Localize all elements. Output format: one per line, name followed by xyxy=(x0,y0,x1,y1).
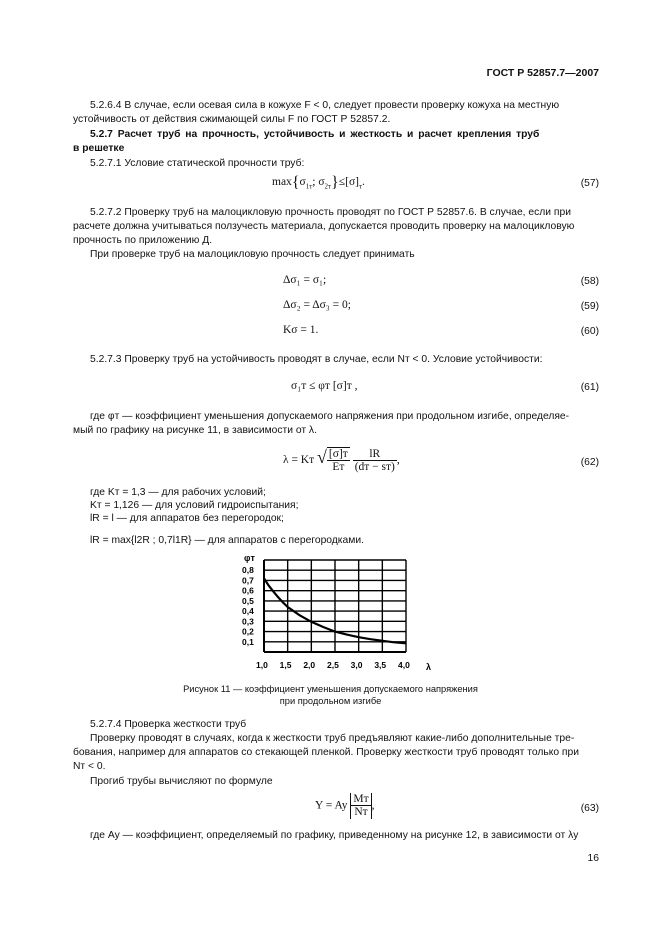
para-5274-line1: Проверку проводят в случаях, когда к жесткости труб предъявляют какие-либо дополнительные тре- xyxy=(90,733,575,744)
eq58-number: (58) xyxy=(580,276,599,287)
eq63-lhs: Y = Ay xyxy=(315,799,348,812)
eq57-rel: ≤[σ] xyxy=(338,176,359,188)
equation-63: Y = Ay $\frac{Mт}{Nт}$ , xyxy=(315,793,375,818)
chart-y-tick-label: 0,8 xyxy=(242,565,254,576)
eq57-sigma2-sub: 2т xyxy=(324,182,332,191)
section-527-title-line2: в решетке xyxy=(73,143,125,154)
where61-line1: где φт — коэффициент уменьшения допускаемого напряжения при продольном изгибе, определяе- xyxy=(90,411,570,422)
equation-62: λ = Kт √ $\frac{[\sigma]т}{Eт}$ $\frac{lR}{(dт - sт)}$ , xyxy=(283,447,400,473)
chart-x-tick-label: 1,0 xyxy=(256,660,268,670)
equation-57: $\max\{\sigma_{1т}$; $\sigma_{2т}\}\le[\sigma]_т$. xyxy=(272,174,365,191)
eq57-number: (57) xyxy=(580,178,599,189)
para-5264-line2: устойчивость от действия сжимающей силы F по ГОСТ Р 52857.2. xyxy=(73,114,391,125)
where62-line3: lR = l — для аппаратов без перегородок; xyxy=(90,513,284,524)
eq61-number: (61) xyxy=(580,382,599,393)
equation-59: Δσ₂ = Δσ₃ = 0; xyxy=(283,299,351,311)
chart-y-tick-label: 0,4 xyxy=(242,606,254,617)
chart-y-tick-label: 0,7 xyxy=(242,575,254,586)
chart-y-tick-label: 0,3 xyxy=(242,616,254,627)
para-5274-title: 5.2.7.4 Проверка жесткости труб xyxy=(90,719,247,730)
equation-58: Δσ₁ = σ₁; xyxy=(283,274,327,286)
equation-60: Kσ = 1. xyxy=(283,324,319,336)
para-5273: 5.2.7.3 Проверку труб на устойчивость проводят в случае, если Nт < 0. Условие устойчивости: xyxy=(90,354,543,365)
chart-y-tick-label: 0,1 xyxy=(242,636,254,647)
chart-x-axis-label: λ xyxy=(426,662,432,672)
figure-11-chart xyxy=(240,552,440,674)
figure-11-caption-line1: Рисунок 11 — коэффициент уменьшения допускаемого напряжения xyxy=(183,684,478,694)
chart-y-tick-labels xyxy=(242,565,254,647)
chart-x-tick-label: 3,0 xyxy=(350,660,363,670)
eq57-sigma1: σ xyxy=(299,176,306,188)
figure-11-caption-line2: при продольном изгибе xyxy=(279,696,382,706)
where61-line2: мый по графику на рисунке 11, в зависимости от λ. xyxy=(73,425,317,436)
where62-line4: lR = max{l2R ; 0,7l1R} — для аппаратов с перегородками. xyxy=(90,535,364,546)
eq62-frac-den: (dт − sт) xyxy=(354,460,395,473)
chart-x-tick-labels xyxy=(256,660,410,670)
eq63-num: Mт xyxy=(353,793,369,805)
chart-y-tick-label: 0,2 xyxy=(242,626,254,637)
eq57-sigma2: σ xyxy=(318,176,325,188)
eq59-number: (59) xyxy=(580,301,599,312)
para-5271: 5.2.7.1 Условие статической прочности труб: xyxy=(90,158,305,169)
para-5264-line1: 5.2.6.4 В случае, если осевая сила в кожухе F < 0, следует провести проверку кожуха на местную xyxy=(90,100,560,111)
chart-x-tick-label: 2,0 xyxy=(303,660,316,670)
para-5272-line1: 5.2.7.2 Проверку труб на малоцикловую прочность проводят по ГОСТ Р 52857.6. В случае, если при xyxy=(90,207,571,218)
eq57-rel-sub: т xyxy=(358,182,363,191)
para-5272-line3: прочность по приложению Д. xyxy=(73,235,213,246)
section-527-title-line1: 5.2.7 Расчет труб на прочность, устойчивость и жесткость и расчет крепления труб xyxy=(90,129,540,140)
where62-line2: Kт = 1,126 — для условий гидроиспытания; xyxy=(90,500,299,511)
chart-y-tick-label: 0,5 xyxy=(242,595,254,606)
chart-x-tick-label: 2,5 xyxy=(327,660,339,670)
chart-x-tick-label: 4,0 xyxy=(398,660,410,670)
chart-y-tick-label: 0,6 xyxy=(242,585,254,596)
eq60-number: (60) xyxy=(580,326,599,337)
para-5274-line3: Nт < 0. xyxy=(73,761,106,772)
para-5274-line4: Прогиб трубы вычисляют по формуле xyxy=(90,776,273,787)
eq62-lhs: λ = Kт xyxy=(283,454,315,467)
eq62-rad-den: Eт xyxy=(332,461,345,473)
where63-text: где Ay — коэффициент, определяемый по графику, приведенному на рисунке 12, в зависимости от λy xyxy=(90,830,579,841)
para-5272-line2: расчете должна учитываться ползучесть материала, допускается проводить проверку на малоцикловую xyxy=(73,221,575,232)
para-5272-line4: При проверке труб на малоцикловую прочность следует принимать xyxy=(90,249,415,260)
eq57-sigma1-sub: 1т xyxy=(305,182,313,191)
page-number: 16 xyxy=(587,853,599,864)
document-code: ГОСТ Р 52857.7—2007 xyxy=(486,67,599,79)
where62-line1: где Kт = 1,3 — для рабочих условий; xyxy=(90,487,266,498)
eq63-den: Nт xyxy=(354,806,368,818)
chart-x-tick-label: 1,5 xyxy=(279,660,292,670)
chart-x-tick-label: 3,5 xyxy=(374,660,387,670)
eq57-max: max xyxy=(272,176,292,188)
eq62-number: (62) xyxy=(580,457,599,468)
eq62-rad-num: [σ]т xyxy=(328,448,348,460)
chart-y-axis-label: φт xyxy=(244,553,255,563)
eq62-frac-num: lR xyxy=(353,448,397,461)
para-5274-line2: бования, например для аппаратов со стекающей пленкой. Проверку жесткости труб проводят только при xyxy=(73,747,579,758)
eq63-number: (63) xyxy=(580,803,599,814)
equation-61: σ₁т ≤ φт [σ]т , xyxy=(291,380,358,392)
